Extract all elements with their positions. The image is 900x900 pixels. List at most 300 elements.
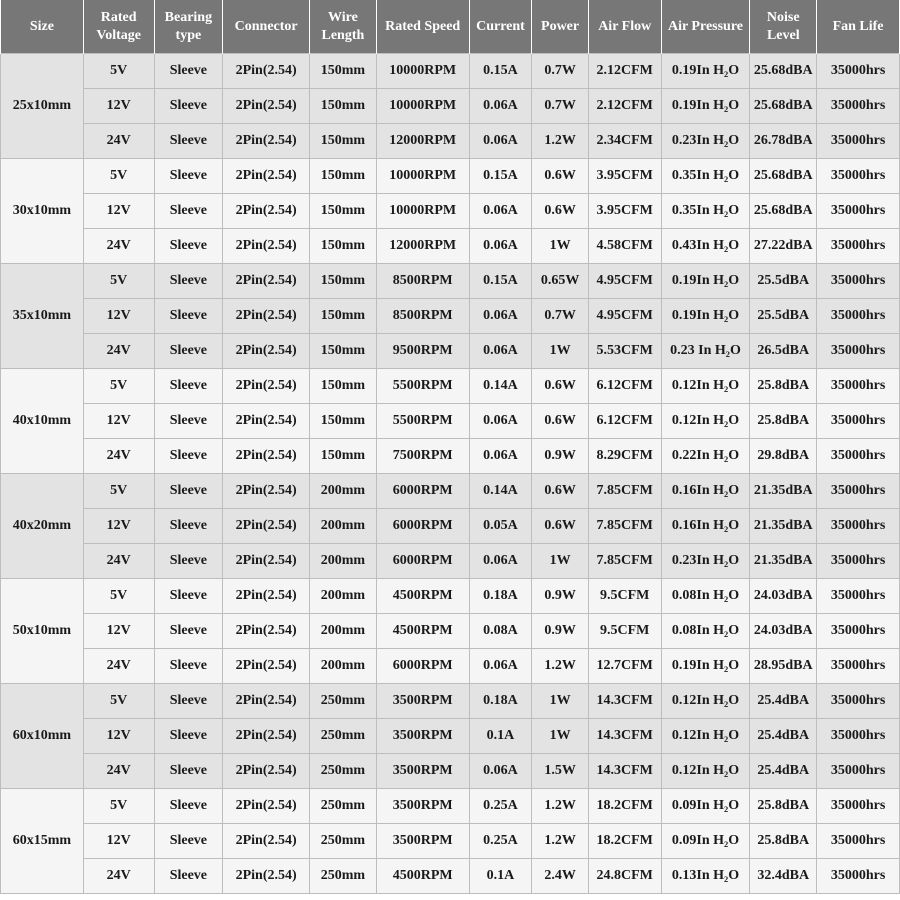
size-cell: 50x10mm: [1, 579, 84, 684]
air-flow-cell: 14.3CFM: [588, 754, 661, 789]
current-cell: 0.15A: [469, 264, 532, 299]
wire-length-cell: 200mm: [310, 614, 377, 649]
connector-cell: 2Pin(2.54): [223, 54, 310, 89]
column-header-noise-level: [750, 0, 817, 54]
rated-voltage-cell: 12V: [83, 719, 154, 754]
current-cell: 0.06A: [469, 404, 532, 439]
fan-life-cell: 35000hrs: [817, 824, 900, 859]
air-flow-cell: 4.58CFM: [588, 229, 661, 264]
power-cell: 0.65W: [532, 264, 589, 299]
size-group: [1, 54, 900, 159]
noise-level-cell: 25.8dBA: [750, 404, 817, 439]
wire-length-cell: 200mm: [310, 579, 377, 614]
rated-speed-cell: 6000RPM: [376, 544, 469, 579]
size-cell: 60x10mm: [1, 684, 84, 789]
table-row: [1, 369, 900, 404]
table-row: [1, 54, 900, 89]
power-cell: 1.5W: [532, 754, 589, 789]
power-cell: 0.6W: [532, 369, 589, 404]
current-cell: 0.06A: [469, 334, 532, 369]
rated-speed-cell: 4500RPM: [376, 859, 469, 894]
wire-length-cell: 150mm: [310, 89, 377, 124]
rated-voltage-cell: 12V: [83, 299, 154, 334]
table-row: [1, 404, 900, 439]
table-row: [1, 789, 900, 824]
fan-life-cell: 35000hrs: [817, 299, 900, 334]
wire-length-cell: 200mm: [310, 544, 377, 579]
noise-level-cell: 25.68dBA: [750, 159, 817, 194]
column-header-text: Wire: [328, 9, 358, 25]
connector-cell: 2Pin(2.54): [223, 544, 310, 579]
fan-life-cell: 35000hrs: [817, 544, 900, 579]
air-pressure-cell: 0.08In H₂O: [661, 579, 750, 614]
power-cell: 1W: [532, 229, 589, 264]
column-header-rated-speed: [376, 0, 469, 54]
column-header-text: Size: [29, 18, 54, 34]
wire-length-cell: 150mm: [310, 299, 377, 334]
bearing-type-cell: Sleeve: [154, 509, 223, 544]
air-pressure-cell: 0.12In H₂O: [661, 719, 750, 754]
connector-cell: 2Pin(2.54): [223, 684, 310, 719]
fan-life-cell: 35000hrs: [817, 754, 900, 789]
power-cell: 0.9W: [532, 439, 589, 474]
fan-life-cell: 35000hrs: [817, 789, 900, 824]
air-flow-cell: 2.12CFM: [588, 89, 661, 124]
connector-cell: 2Pin(2.54): [223, 229, 310, 264]
size-cell: 30x10mm: [1, 159, 84, 264]
column-header-air-pressure: [661, 0, 750, 54]
current-cell: 0.1A: [469, 859, 532, 894]
power-cell: 0.9W: [532, 614, 589, 649]
wire-length-cell: 200mm: [310, 509, 377, 544]
header-row: [1, 0, 900, 54]
column-header-text: Connector: [234, 18, 298, 34]
column-header-text: Length: [321, 27, 365, 43]
power-cell: 0.6W: [532, 404, 589, 439]
air-pressure-cell: 0.16In H₂O: [661, 509, 750, 544]
connector-cell: 2Pin(2.54): [223, 719, 310, 754]
noise-level-cell: 21.35dBA: [750, 509, 817, 544]
noise-level-cell: 25.8dBA: [750, 369, 817, 404]
connector-cell: 2Pin(2.54): [223, 299, 310, 334]
rated-voltage-cell: 12V: [83, 614, 154, 649]
noise-level-cell: 32.4dBA: [750, 859, 817, 894]
column-header-text: Fan Life: [832, 18, 884, 34]
air-pressure-cell: 0.09In H₂O: [661, 824, 750, 859]
bearing-type-cell: Sleeve: [154, 299, 223, 334]
air-pressure-cell: 0.19In H₂O: [661, 264, 750, 299]
size-cell: 35x10mm: [1, 264, 84, 369]
table-row: [1, 859, 900, 894]
rated-voltage-cell: 24V: [83, 649, 154, 684]
air-flow-cell: 24.8CFM: [588, 859, 661, 894]
wire-length-cell: 250mm: [310, 824, 377, 859]
noise-level-cell: 25.4dBA: [750, 754, 817, 789]
fan-life-cell: 35000hrs: [817, 474, 900, 509]
rated-voltage-cell: 24V: [83, 229, 154, 264]
rated-voltage-cell: 12V: [83, 509, 154, 544]
current-cell: 0.15A: [469, 54, 532, 89]
fan-life-cell: 35000hrs: [817, 579, 900, 614]
connector-cell: 2Pin(2.54): [223, 194, 310, 229]
bearing-type-cell: Sleeve: [154, 404, 223, 439]
current-cell: 0.06A: [469, 299, 532, 334]
current-cell: 0.06A: [469, 544, 532, 579]
column-header-text: Noise: [766, 9, 800, 25]
power-cell: 0.9W: [532, 579, 589, 614]
table-row: [1, 89, 900, 124]
current-cell: 0.14A: [469, 369, 532, 404]
current-cell: 0.25A: [469, 824, 532, 859]
air-flow-cell: 2.34CFM: [588, 124, 661, 159]
column-header-current: [469, 0, 532, 54]
air-pressure-cell: 0.12In H₂O: [661, 754, 750, 789]
table-row: [1, 544, 900, 579]
wire-length-cell: 150mm: [310, 229, 377, 264]
bearing-type-cell: Sleeve: [154, 439, 223, 474]
table-row: [1, 614, 900, 649]
fan-life-cell: 35000hrs: [817, 159, 900, 194]
bearing-type-cell: Sleeve: [154, 89, 223, 124]
size-group: [1, 474, 900, 579]
rated-speed-cell: 3500RPM: [376, 789, 469, 824]
bearing-type-cell: Sleeve: [154, 369, 223, 404]
column-header-text: Rated Speed: [385, 18, 461, 34]
wire-length-cell: 250mm: [310, 754, 377, 789]
power-cell: 0.7W: [532, 299, 589, 334]
fan-life-cell: 35000hrs: [817, 404, 900, 439]
table-row: [1, 334, 900, 369]
power-cell: 1W: [532, 719, 589, 754]
rated-voltage-cell: 12V: [83, 824, 154, 859]
bearing-type-cell: Sleeve: [154, 859, 223, 894]
table-row: [1, 124, 900, 159]
rated-speed-cell: 4500RPM: [376, 579, 469, 614]
column-header-air-flow: [588, 0, 661, 54]
size-group: [1, 684, 900, 789]
bearing-type-cell: Sleeve: [154, 754, 223, 789]
current-cell: 0.18A: [469, 684, 532, 719]
wire-length-cell: 150mm: [310, 334, 377, 369]
fan-life-cell: 35000hrs: [817, 229, 900, 264]
rated-speed-cell: 3500RPM: [376, 754, 469, 789]
table-row: [1, 684, 900, 719]
air-flow-cell: 18.2CFM: [588, 824, 661, 859]
current-cell: 0.06A: [469, 754, 532, 789]
size-cell: 40x10mm: [1, 369, 84, 474]
column-header-text: Rated: [100, 9, 137, 25]
air-pressure-cell: 0.09In H₂O: [661, 789, 750, 824]
fan-life-cell: 35000hrs: [817, 89, 900, 124]
air-pressure-cell: 0.23 In H₂O: [661, 334, 750, 369]
column-header-text: Current: [476, 18, 525, 34]
power-cell: 1.2W: [532, 124, 589, 159]
air-pressure-cell: 0.19In H₂O: [661, 649, 750, 684]
air-pressure-cell: 0.12In H₂O: [661, 684, 750, 719]
air-pressure-cell: 0.23In H₂O: [661, 544, 750, 579]
air-flow-cell: 9.5CFM: [588, 614, 661, 649]
connector-cell: 2Pin(2.54): [223, 859, 310, 894]
rated-speed-cell: 10000RPM: [376, 194, 469, 229]
connector-cell: 2Pin(2.54): [223, 124, 310, 159]
wire-length-cell: 150mm: [310, 264, 377, 299]
column-header-wire-length: [310, 0, 377, 54]
air-pressure-cell: 0.43In H₂O: [661, 229, 750, 264]
rated-voltage-cell: 5V: [83, 369, 154, 404]
bearing-type-cell: Sleeve: [154, 229, 223, 264]
column-header-text: Air Pressure: [667, 18, 744, 34]
table-row: [1, 194, 900, 229]
current-cell: 0.06A: [469, 649, 532, 684]
noise-level-cell: 25.68dBA: [750, 54, 817, 89]
column-header-rated-voltage: [83, 0, 154, 54]
air-pressure-cell: 0.23In H₂O: [661, 124, 750, 159]
power-cell: 1W: [532, 684, 589, 719]
wire-length-cell: 250mm: [310, 859, 377, 894]
bearing-type-cell: Sleeve: [154, 579, 223, 614]
fan-life-cell: 35000hrs: [817, 859, 900, 894]
fan-life-cell: 35000hrs: [817, 719, 900, 754]
wire-length-cell: 150mm: [310, 369, 377, 404]
wire-length-cell: 150mm: [310, 159, 377, 194]
air-flow-cell: 6.12CFM: [588, 369, 661, 404]
bearing-type-cell: Sleeve: [154, 614, 223, 649]
rated-speed-cell: 12000RPM: [376, 124, 469, 159]
rated-speed-cell: 12000RPM: [376, 229, 469, 264]
air-flow-cell: 4.95CFM: [588, 264, 661, 299]
table-row: [1, 264, 900, 299]
current-cell: 0.18A: [469, 579, 532, 614]
rated-speed-cell: 9500RPM: [376, 334, 469, 369]
column-header-text: Air Flow: [598, 18, 652, 34]
noise-level-cell: 24.03dBA: [750, 614, 817, 649]
air-flow-cell: 6.12CFM: [588, 404, 661, 439]
rated-voltage-cell: 24V: [83, 439, 154, 474]
rated-voltage-cell: 24V: [83, 334, 154, 369]
rated-speed-cell: 5500RPM: [376, 369, 469, 404]
noise-level-cell: 24.03dBA: [750, 579, 817, 614]
air-flow-cell: 9.5CFM: [588, 579, 661, 614]
power-cell: 0.6W: [532, 474, 589, 509]
current-cell: 0.08A: [469, 614, 532, 649]
rated-voltage-cell: 12V: [83, 194, 154, 229]
size-cell: 60x15mm: [1, 789, 84, 894]
column-header-power: [532, 0, 589, 54]
table-header: [1, 0, 900, 54]
table-row: [1, 579, 900, 614]
column-header-size: [1, 0, 84, 54]
column-header-bearing-type: [154, 0, 223, 54]
noise-level-cell: 29.8dBA: [750, 439, 817, 474]
wire-length-cell: 250mm: [310, 684, 377, 719]
current-cell: 0.25A: [469, 789, 532, 824]
air-pressure-cell: 0.22In H₂O: [661, 439, 750, 474]
bearing-type-cell: Sleeve: [154, 159, 223, 194]
rated-speed-cell: 7500RPM: [376, 439, 469, 474]
column-header-text: type: [175, 27, 202, 43]
power-cell: 0.7W: [532, 54, 589, 89]
size-cell: 40x20mm: [1, 474, 84, 579]
connector-cell: 2Pin(2.54): [223, 159, 310, 194]
connector-cell: 2Pin(2.54): [223, 579, 310, 614]
rated-voltage-cell: 24V: [83, 859, 154, 894]
connector-cell: 2Pin(2.54): [223, 439, 310, 474]
table-row: [1, 754, 900, 789]
air-flow-cell: 14.3CFM: [588, 719, 661, 754]
air-flow-cell: 8.29CFM: [588, 439, 661, 474]
bearing-type-cell: Sleeve: [154, 124, 223, 159]
current-cell: 0.06A: [469, 194, 532, 229]
air-pressure-cell: 0.13In H₂O: [661, 859, 750, 894]
rated-voltage-cell: 5V: [83, 474, 154, 509]
size-group: [1, 369, 900, 474]
rated-voltage-cell: 5V: [83, 579, 154, 614]
noise-level-cell: 21.35dBA: [750, 474, 817, 509]
connector-cell: 2Pin(2.54): [223, 334, 310, 369]
air-flow-cell: 7.85CFM: [588, 509, 661, 544]
current-cell: 0.14A: [469, 474, 532, 509]
air-pressure-cell: 0.35In H₂O: [661, 159, 750, 194]
air-pressure-cell: 0.19In H₂O: [661, 299, 750, 334]
air-pressure-cell: 0.35In H₂O: [661, 194, 750, 229]
bearing-type-cell: Sleeve: [154, 194, 223, 229]
column-header-text: Bearing: [164, 9, 213, 25]
bearing-type-cell: Sleeve: [154, 264, 223, 299]
noise-level-cell: 25.8dBA: [750, 789, 817, 824]
power-cell: 0.6W: [532, 509, 589, 544]
rated-voltage-cell: 5V: [83, 264, 154, 299]
column-header-text: Voltage: [96, 27, 141, 43]
table-row: [1, 159, 900, 194]
noise-level-cell: 28.95dBA: [750, 649, 817, 684]
air-flow-cell: 14.3CFM: [588, 684, 661, 719]
fan-life-cell: 35000hrs: [817, 194, 900, 229]
connector-cell: 2Pin(2.54): [223, 614, 310, 649]
wire-length-cell: 200mm: [310, 474, 377, 509]
noise-level-cell: 25.5dBA: [750, 264, 817, 299]
size-group: [1, 264, 900, 369]
connector-cell: 2Pin(2.54): [223, 474, 310, 509]
connector-cell: 2Pin(2.54): [223, 369, 310, 404]
air-flow-cell: 7.85CFM: [588, 474, 661, 509]
table-row: [1, 649, 900, 684]
fan-life-cell: 35000hrs: [817, 439, 900, 474]
power-cell: 1W: [532, 544, 589, 579]
air-pressure-cell: 0.12In H₂O: [661, 404, 750, 439]
rated-speed-cell: 4500RPM: [376, 614, 469, 649]
wire-length-cell: 250mm: [310, 789, 377, 824]
current-cell: 0.06A: [469, 124, 532, 159]
table-row: [1, 824, 900, 859]
fan-life-cell: 35000hrs: [817, 124, 900, 159]
current-cell: 0.06A: [469, 439, 532, 474]
noise-level-cell: 25.8dBA: [750, 824, 817, 859]
rated-speed-cell: 10000RPM: [376, 89, 469, 124]
bearing-type-cell: Sleeve: [154, 824, 223, 859]
wire-length-cell: 150mm: [310, 439, 377, 474]
rated-speed-cell: 3500RPM: [376, 719, 469, 754]
column-header-connector: [223, 0, 310, 54]
air-flow-cell: 18.2CFM: [588, 789, 661, 824]
power-cell: 0.7W: [532, 89, 589, 124]
current-cell: 0.15A: [469, 159, 532, 194]
rated-speed-cell: 6000RPM: [376, 649, 469, 684]
table-row: [1, 719, 900, 754]
noise-level-cell: 26.5dBA: [750, 334, 817, 369]
rated-speed-cell: 8500RPM: [376, 264, 469, 299]
rated-speed-cell: 5500RPM: [376, 404, 469, 439]
connector-cell: 2Pin(2.54): [223, 789, 310, 824]
rated-voltage-cell: 24V: [83, 124, 154, 159]
rated-speed-cell: 10000RPM: [376, 54, 469, 89]
power-cell: 1.2W: [532, 824, 589, 859]
connector-cell: 2Pin(2.54): [223, 404, 310, 439]
power-cell: 2.4W: [532, 859, 589, 894]
connector-cell: 2Pin(2.54): [223, 89, 310, 124]
table-row: [1, 439, 900, 474]
connector-cell: 2Pin(2.54): [223, 649, 310, 684]
rated-speed-cell: 10000RPM: [376, 159, 469, 194]
air-pressure-cell: 0.16In H₂O: [661, 474, 750, 509]
air-pressure-cell: 0.08In H₂O: [661, 614, 750, 649]
fan-life-cell: 35000hrs: [817, 684, 900, 719]
air-pressure-cell: 0.12In H₂O: [661, 369, 750, 404]
noise-level-cell: 25.5dBA: [750, 299, 817, 334]
power-cell: 0.6W: [532, 159, 589, 194]
wire-length-cell: 250mm: [310, 719, 377, 754]
bearing-type-cell: Sleeve: [154, 474, 223, 509]
noise-level-cell: 26.78dBA: [750, 124, 817, 159]
noise-level-cell: 25.68dBA: [750, 194, 817, 229]
fan-life-cell: 35000hrs: [817, 614, 900, 649]
noise-level-cell: 25.4dBA: [750, 719, 817, 754]
rated-voltage-cell: 24V: [83, 544, 154, 579]
power-cell: 1W: [532, 334, 589, 369]
bearing-type-cell: Sleeve: [154, 544, 223, 579]
power-cell: 1.2W: [532, 789, 589, 824]
power-cell: 0.6W: [532, 194, 589, 229]
fan-life-cell: 35000hrs: [817, 649, 900, 684]
table-row: [1, 299, 900, 334]
air-flow-cell: 7.85CFM: [588, 544, 661, 579]
fan-life-cell: 35000hrs: [817, 334, 900, 369]
size-group: [1, 159, 900, 264]
fan-life-cell: 35000hrs: [817, 509, 900, 544]
rated-speed-cell: 6000RPM: [376, 509, 469, 544]
fan-life-cell: 35000hrs: [817, 264, 900, 299]
rated-voltage-cell: 5V: [83, 789, 154, 824]
column-header-text: Level: [766, 27, 800, 43]
connector-cell: 2Pin(2.54): [223, 754, 310, 789]
table-row: [1, 229, 900, 264]
fan-life-cell: 35000hrs: [817, 54, 900, 89]
current-cell: 0.06A: [469, 229, 532, 264]
bearing-type-cell: Sleeve: [154, 649, 223, 684]
table-row: [1, 509, 900, 544]
current-cell: 0.05A: [469, 509, 532, 544]
wire-length-cell: 150mm: [310, 194, 377, 229]
connector-cell: 2Pin(2.54): [223, 509, 310, 544]
size-group: [1, 579, 900, 684]
wire-length-cell: 150mm: [310, 124, 377, 159]
rated-voltage-cell: 12V: [83, 89, 154, 124]
rated-speed-cell: 8500RPM: [376, 299, 469, 334]
size-cell: 25x10mm: [1, 54, 84, 159]
rated-voltage-cell: 5V: [83, 54, 154, 89]
fan-life-cell: 35000hrs: [817, 369, 900, 404]
rated-voltage-cell: 5V: [83, 684, 154, 719]
rated-voltage-cell: 12V: [83, 404, 154, 439]
